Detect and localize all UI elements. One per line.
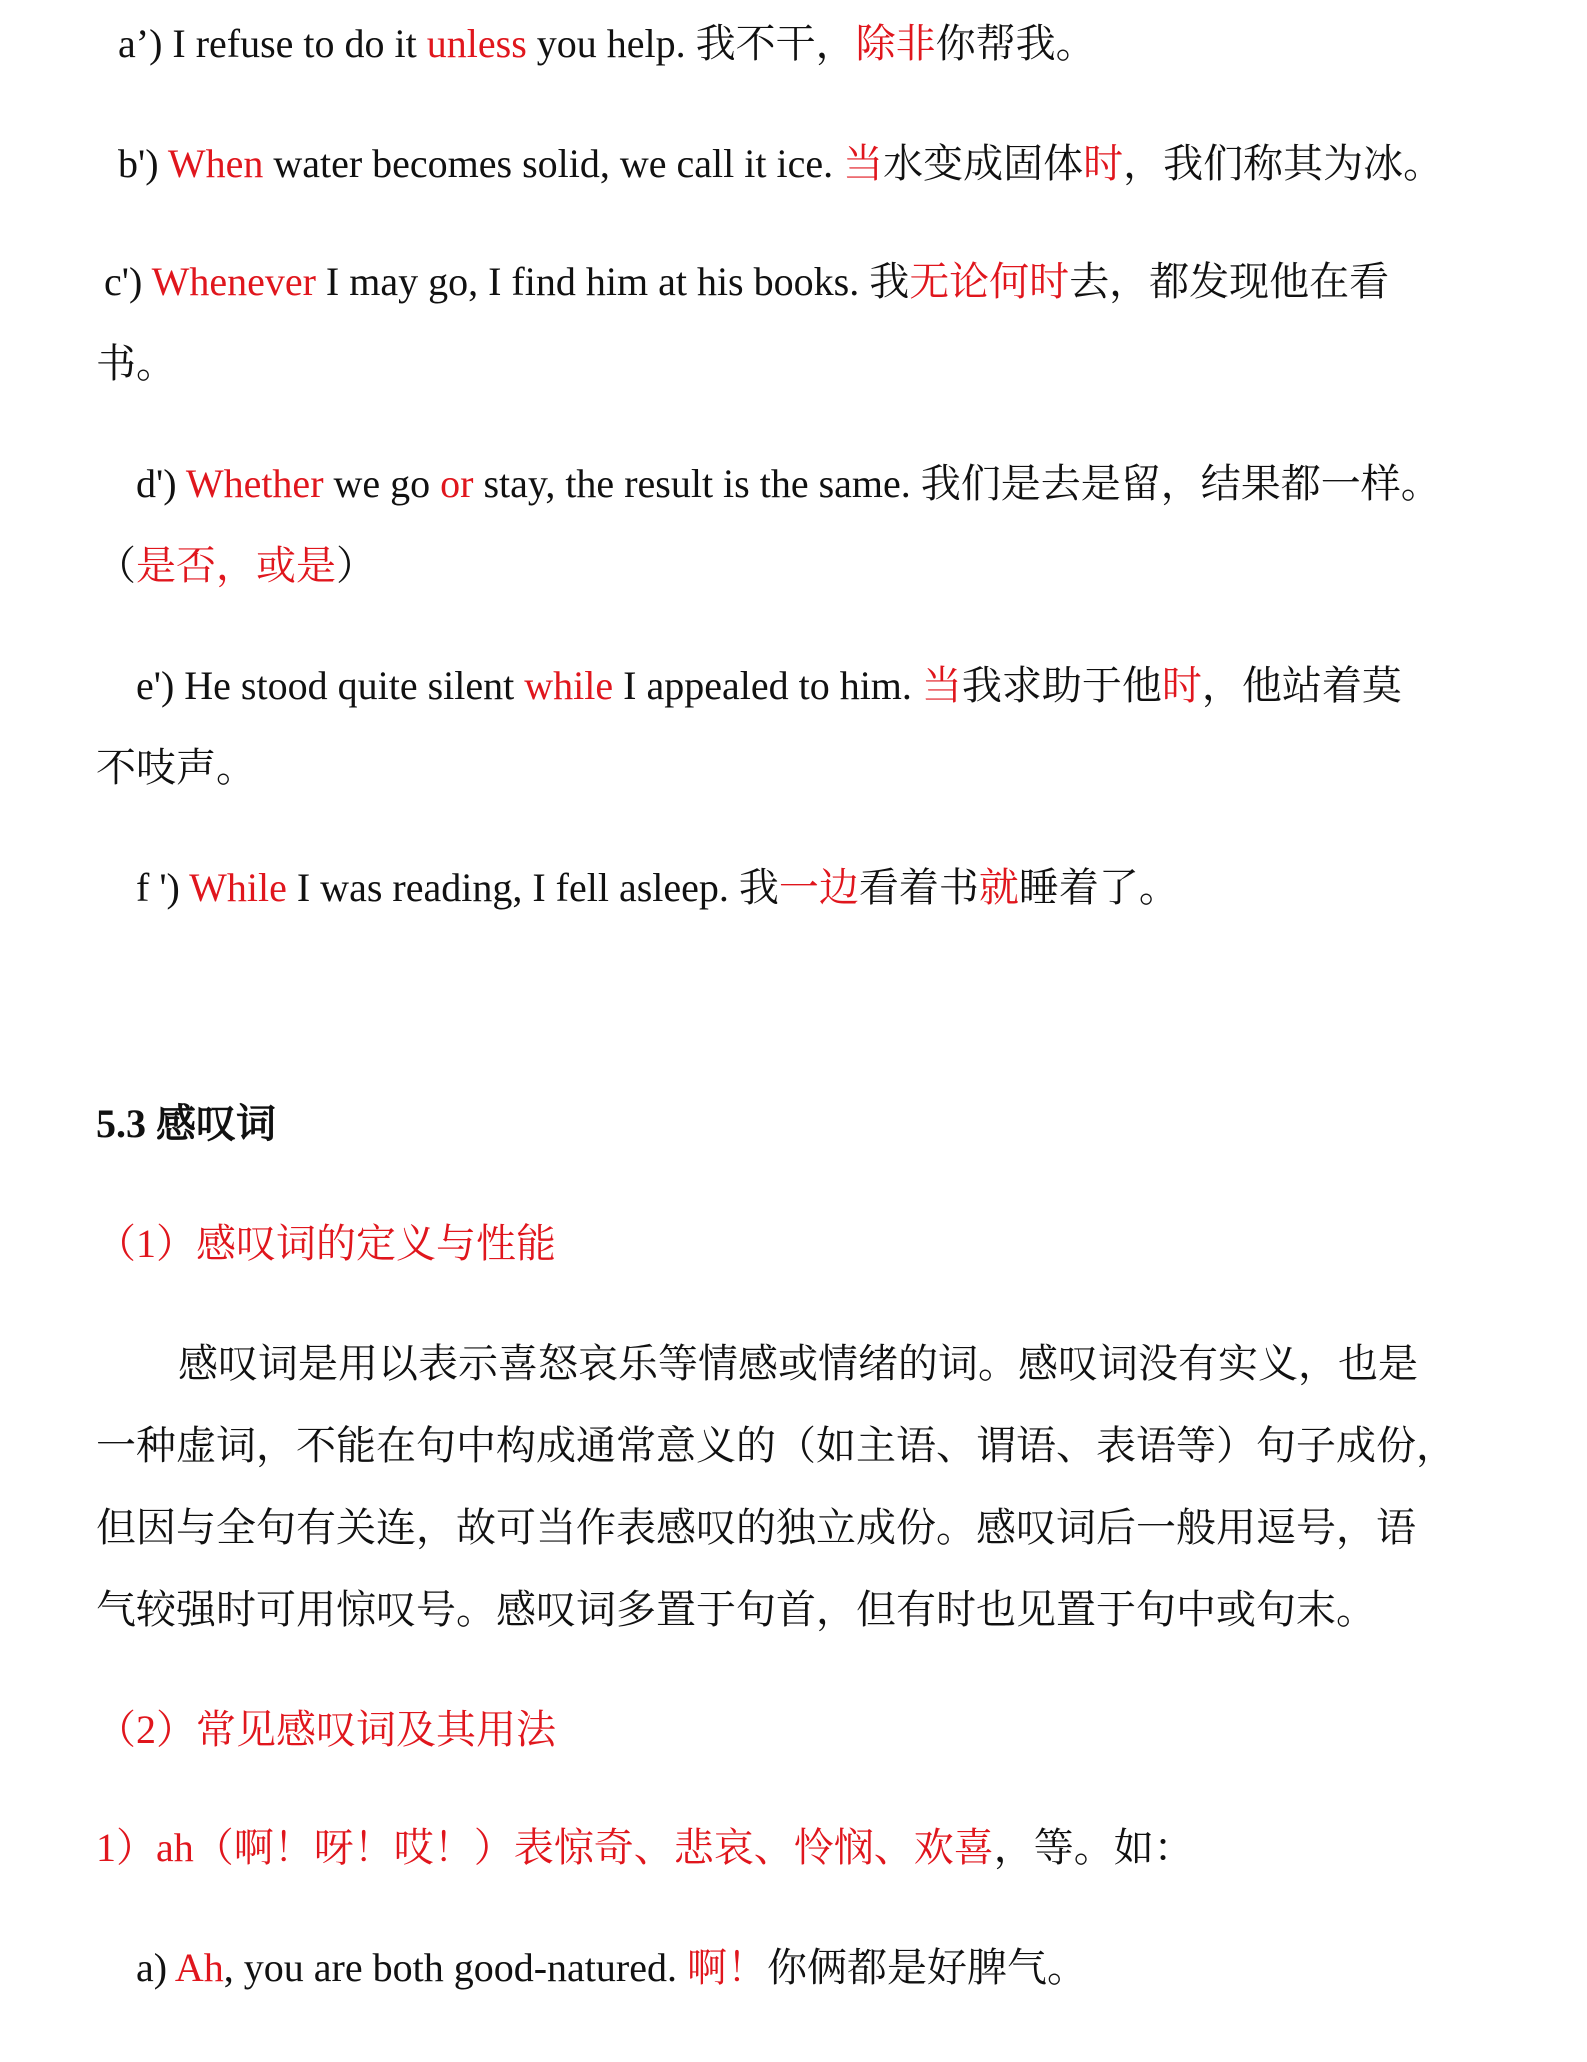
text-segment: d') xyxy=(136,461,186,506)
text-segment: 你帮我。 xyxy=(935,21,1096,66)
example-e-continuation xyxy=(96,744,256,792)
highlight-segment: 一边 xyxy=(778,865,859,910)
text-segment: 我求助于他 xyxy=(961,663,1162,708)
text-segment: I appealed to him. xyxy=(613,663,922,708)
text-segment: f ') xyxy=(136,865,190,910)
highlight-segment: Whether xyxy=(185,461,324,506)
text-segment: stay, the result is the same. 我们是去是留，结果都一样。 xyxy=(473,461,1441,506)
paragraph-line: 但因与全句有关连，故可当作表感叹的独立成份。感叹词后一般用逗号，语 xyxy=(96,1505,1416,1550)
highlight-segment: 就 xyxy=(978,865,1019,910)
paragraph-line: 气较强时可用惊叹号。感叹词多置于句首，但有时也见置于句中或句末。 xyxy=(96,1587,1376,1632)
text-segment: （ xyxy=(96,543,136,588)
text-segment: ） xyxy=(336,543,376,588)
subsection-heading-definition: （1）感叹词的定义与性能 xyxy=(96,1221,556,1266)
highlight-segment: 除非 xyxy=(855,21,936,66)
highlight-segment: Whenever xyxy=(151,259,316,304)
text-segment: 书。 xyxy=(96,341,176,386)
text-segment: I was reading, I fell asleep. 我 xyxy=(286,865,779,910)
paragraph-line: 感叹词是用以表示喜怒哀乐等情感或情绪的词。感叹词没有实义，也是 xyxy=(178,1341,1418,1386)
text-segment: 去，都发现他在看 xyxy=(1069,259,1390,304)
highlight-segment: 时 xyxy=(1083,141,1124,186)
text-segment: 不吱声。 xyxy=(96,745,256,790)
text-segment: I may go, I find him at his books. 我 xyxy=(315,259,910,304)
text-segment: you help. 我不干， xyxy=(526,21,856,66)
text-segment: ，我们称其为冰。 xyxy=(1123,141,1444,186)
example-c xyxy=(104,258,1389,306)
example-a xyxy=(118,20,1096,68)
text-segment: we go xyxy=(323,461,441,506)
text-segment: 你俩都是好脾气。 xyxy=(766,1945,1087,1990)
example-d-continuation xyxy=(96,542,376,590)
highlight-segment: When xyxy=(167,141,264,186)
text-segment: 水变成固体 xyxy=(883,141,1084,186)
example-b xyxy=(118,140,1443,188)
paragraph-line: 一种虚词，不能在句中构成通常意义的（如主语、谓语、表语等）句子成份， xyxy=(96,1423,1456,1468)
text-segment: a’) I refuse to do it xyxy=(118,21,427,66)
highlight-segment: while xyxy=(524,663,614,708)
highlight-segment: Ah xyxy=(174,1945,224,1990)
subsection-heading-usage: （2）常见感叹词及其用法 xyxy=(96,1707,556,1752)
section-heading: 5.3 感叹词 xyxy=(96,1101,276,1146)
highlight-segment: 当 xyxy=(921,663,962,708)
highlight-segment: or xyxy=(440,461,474,506)
highlight-segment: 1）ah（啊！呀！哎！）表惊奇、悲哀、怜悯、欢喜 xyxy=(96,1825,994,1870)
text-segment: 看着书 xyxy=(858,865,979,910)
highlight-segment: 时 xyxy=(1161,663,1202,708)
highlight-segment: 啊！ xyxy=(686,1945,767,1990)
highlight-segment: 无论何时 xyxy=(909,259,1070,304)
text-segment: ，等。如： xyxy=(993,1825,1194,1870)
text-segment: c') xyxy=(104,259,152,304)
highlight-segment: While xyxy=(189,865,287,910)
text-segment: , you are both good-natured. xyxy=(223,1945,687,1990)
highlight-segment: 是否，或是 xyxy=(136,543,336,588)
highlight-segment: unless xyxy=(426,21,527,66)
text-segment: e') He stood quite silent xyxy=(136,663,525,708)
interjection-item-ah xyxy=(96,1824,1194,1872)
example-f xyxy=(136,864,1179,912)
text-segment: ，他站着莫 xyxy=(1201,663,1402,708)
highlight-segment: 当 xyxy=(843,141,884,186)
text-segment: a) xyxy=(136,1945,175,1990)
interjection-example-a xyxy=(136,1944,1087,1992)
example-c-continuation xyxy=(96,340,176,388)
text-segment: 睡着了。 xyxy=(1018,865,1179,910)
example-d xyxy=(136,460,1441,508)
example-e xyxy=(136,662,1402,710)
text-segment: water becomes solid, we call it ice. xyxy=(263,141,844,186)
text-segment: b') xyxy=(118,141,168,186)
